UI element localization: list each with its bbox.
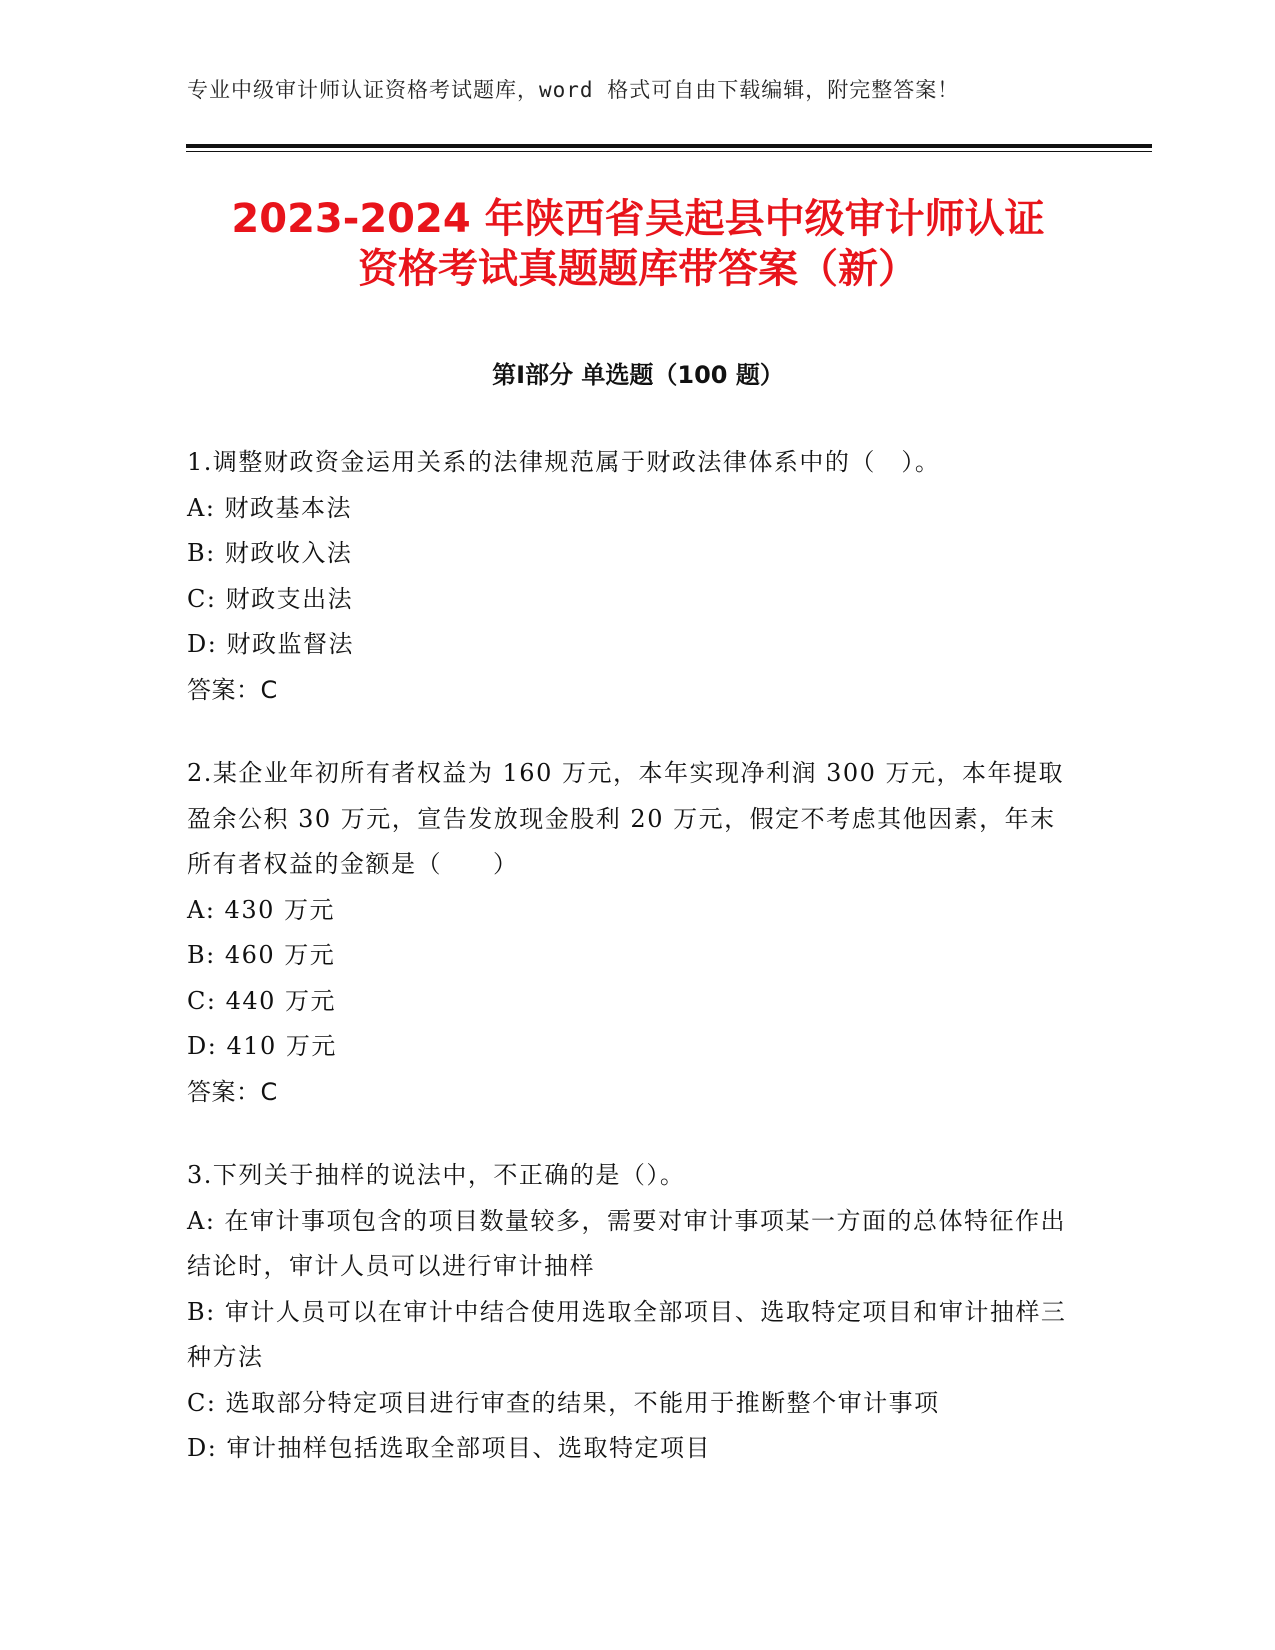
question-list: [187, 440, 1067, 1510]
question-1: [187, 440, 1067, 713]
option-b: B: 460 万元: [187, 941, 336, 969]
option-a: A: 在审计事项包含的项目数量较多，需要对审计事项某一方面的总体特征作出结论时，审计人员可以进行审计抽样: [187, 1206, 1067, 1280]
option-a: A: 430 万元: [187, 895, 335, 924]
answer: 答案：C: [187, 675, 278, 704]
option-c: C: 440 万元: [187, 986, 337, 1015]
question-stem: 2.某企业年初所有者权益为 160 万元，本年实现净利润 300 万元，本年提取盈余公积 30 万元，宣告发放现金股利 20 万元，假定不考虑其他因素，年末所有者权益的金额是（ ）: [187, 759, 1065, 878]
option-a: A: 财政基本法: [187, 493, 353, 522]
question-stem: 3.下列关于抽样的说法中，不正确的是（）。: [187, 1161, 686, 1189]
option-c: C: 财政支出法: [187, 584, 354, 613]
option-d: D: 410 万元: [187, 1032, 337, 1060]
question-2: [187, 751, 1067, 1115]
option-b: B: 审计人员可以在审计中结合使用选取全部项目、选取特定项目和审计抽样三种方法: [187, 1297, 1067, 1371]
answer: 答案：C: [187, 1077, 278, 1106]
document-title: [180, 194, 1096, 294]
option-d: D: 财政监督法: [187, 630, 354, 658]
option-c: C: 选取部分特定项目进行审查的结果，不能用于推断整个审计事项: [187, 1388, 940, 1417]
header-divider-thin: [186, 151, 1152, 152]
document-title-line-2: 资格考试真题题库带答案（新）: [358, 246, 918, 292]
header-divider-thick: [186, 144, 1152, 148]
document-title-line-1: 2023-2024 年陕西省吴起县中级审计师认证: [231, 196, 1045, 242]
question-stem: 1.调整财政资金运用关系的法律规范属于财政法律体系中的（ ）。: [187, 448, 941, 476]
option-d: D: 审计抽样包括选取全部项目、选取特定项目: [187, 1434, 711, 1462]
question-3: [187, 1153, 1067, 1472]
option-b: B: 财政收入法: [187, 539, 353, 567]
section-title: 第Ⅰ部分 单选题（100 题）: [492, 361, 784, 389]
header-note: 专业中级审计师认证资格考试题库，word 格式可自由下载编辑，附完整答案！: [187, 78, 960, 102]
